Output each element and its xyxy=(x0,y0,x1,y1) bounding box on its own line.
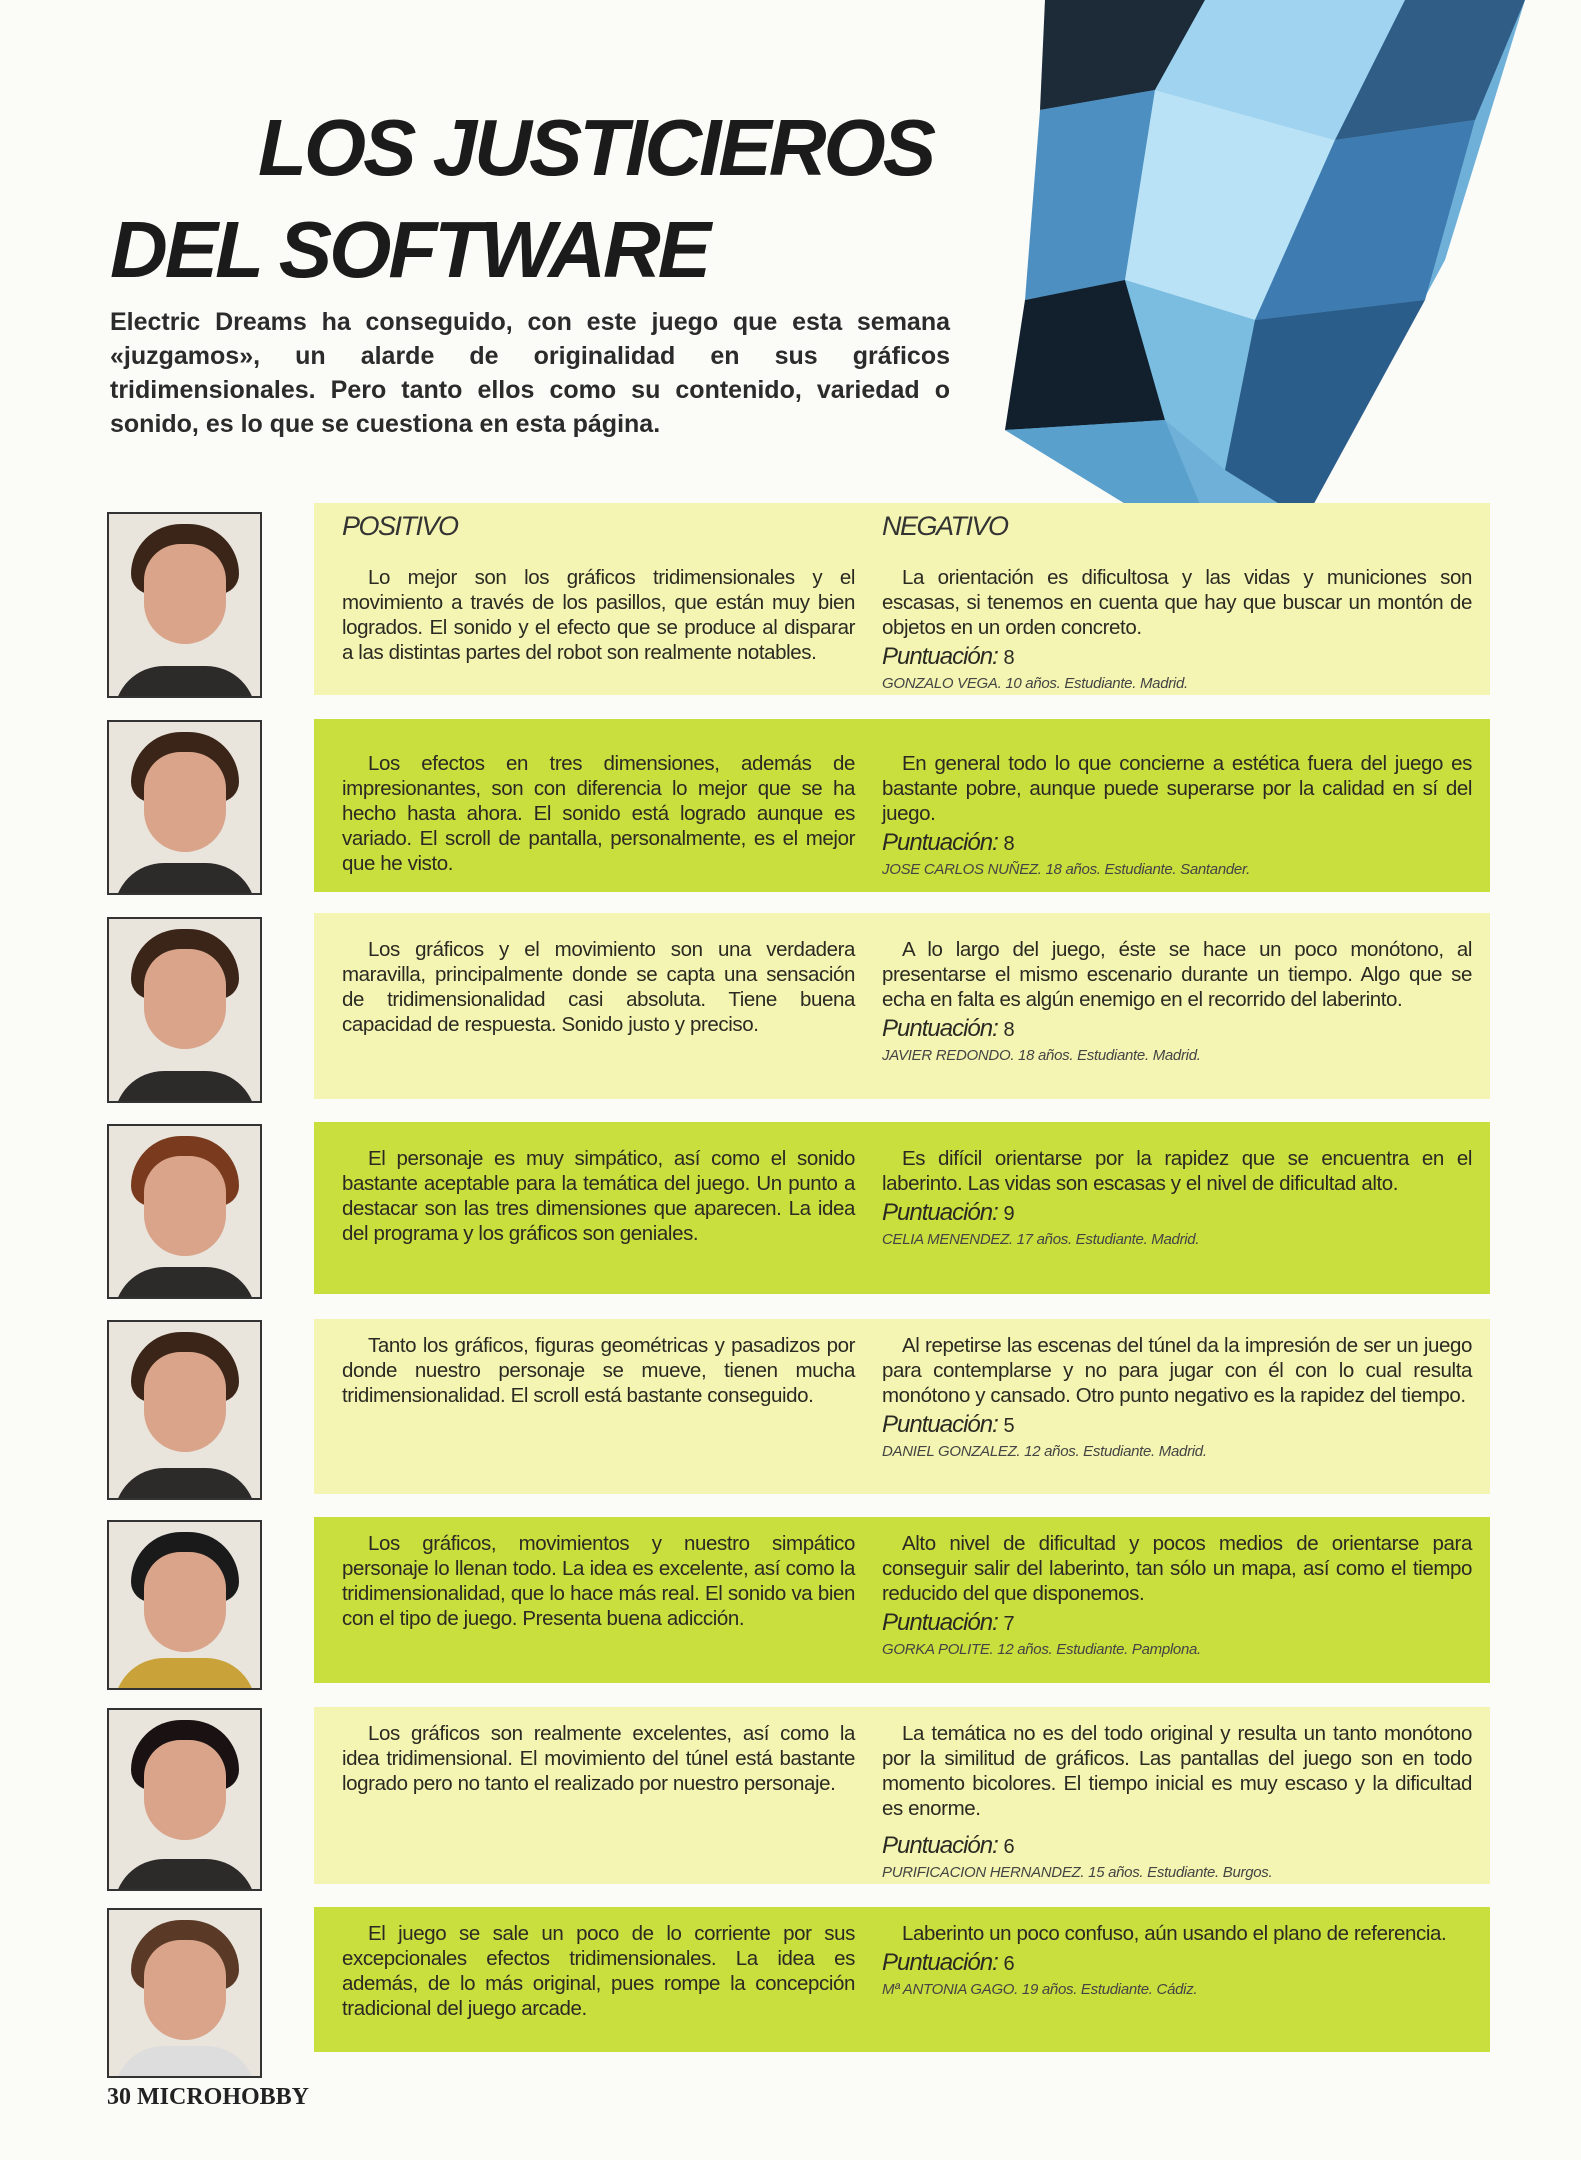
score-label: Puntuación: xyxy=(882,1832,998,1859)
reviewer-photo xyxy=(107,512,262,698)
review-row-1 xyxy=(314,503,1490,695)
negative-text: Al repetirse las escenas del túnel da la impresión de ser un juego para contemplarse y no para jugar con él con lo cual resulta monótono y cansado. Otro punto negativo es la rapidez del tiempo. xyxy=(882,1334,1472,1407)
intro-paragraph: Electric Dreams ha conseguido, con este juego que esta semana «juzgamos», un alarde de originalidad en sus gráficos tridimensionales. Pero tanto ellos como su contenido, variedad o sonido, es lo que se cuestiona en esta página. xyxy=(110,308,950,438)
negative-header: NEGATIVO xyxy=(882,511,1008,541)
negative-block xyxy=(882,1333,1472,1464)
negative-block xyxy=(882,937,1472,1068)
negative-text: La temática no es del todo original y resulta un tanto monótono por la similitud de gráficos. Las pantallas del juego son en todo momento bicolores. El tiempo inicial es muy escaso y la dificultad es enorme. xyxy=(882,1722,1472,1820)
score xyxy=(882,830,1472,857)
reviewer-name: JOSE CARLOS NUÑEZ. 18 años. Estudiante. Santander. xyxy=(882,861,1250,878)
score-value: 6 xyxy=(1003,1953,1014,1975)
review-row-8 xyxy=(314,1907,1490,2052)
reviewer-photo xyxy=(107,720,262,895)
negative-block xyxy=(882,1531,1472,1662)
reviewer-name: DANIEL GONZALEZ. 12 años. Estudiante. Madrid. xyxy=(882,1443,1207,1460)
review-row-3 xyxy=(314,913,1490,1099)
negative-text: Es difícil orientarse por la rapidez que se encuentra en el laberinto. Las vidas son escasas y el nivel de dificultad alto. xyxy=(882,1147,1472,1195)
score xyxy=(882,1200,1472,1227)
reviewer-name: GORKA POLITE. 12 años. Estudiante. Pamplona. xyxy=(882,1641,1201,1658)
negative-block xyxy=(882,751,1472,882)
negative-block xyxy=(882,1921,1472,2002)
positive-text: Los gráficos y el movimiento son una verdadera maravilla, principalmente donde se capta una sensación de tridimensionalidad casi absoluta. Tiene buena capacidad de respuesta. Sonido justo y preciso. xyxy=(342,938,855,1036)
score xyxy=(882,1833,1472,1860)
crystal-illustration xyxy=(1005,0,1535,570)
review-row-4 xyxy=(314,1122,1490,1294)
reviewer-name: CELIA MENENDEZ. 17 años. Estudiante. Madrid. xyxy=(882,1231,1200,1248)
negative-text: Laberinto un poco confuso, aún usando el plano de referencia. xyxy=(902,1922,1447,1945)
score-label: Puntuación: xyxy=(882,1609,998,1636)
negative-block xyxy=(882,1721,1472,1885)
negative-block xyxy=(882,565,1472,696)
reviewer-photo xyxy=(107,1520,262,1690)
negative-text: Alto nivel de dificultad y pocos medios de orientarse para conseguir salir del laberinto, tan sólo un mapa, así como el tiempo reducido del que disponemos. xyxy=(882,1532,1472,1605)
positive-text: Los gráficos son realmente excelentes, así como la idea tridimensional. El movimiento del túnel está bastante logrado pero no tanto el realizado por nuestro personaje. xyxy=(342,1722,855,1795)
score xyxy=(882,1950,1472,1977)
score-value: 8 xyxy=(1003,833,1014,855)
score-label: Puntuación: xyxy=(882,1411,998,1438)
negative-text: En general todo lo que concierne a estética fuera del juego es bastante pobre, aunque puede superarse por la calidad en sí del juego. xyxy=(882,752,1472,825)
review-row-2 xyxy=(314,719,1490,892)
headline-line-1: LOS JUSTICIEROS xyxy=(258,103,934,192)
score-label: Puntuación: xyxy=(882,1015,998,1042)
review-row-5 xyxy=(314,1319,1490,1494)
score-value: 5 xyxy=(1003,1415,1014,1437)
reviewer-name: PURIFICACION HERNANDEZ. 15 años. Estudiante. Burgos. xyxy=(882,1864,1273,1881)
score xyxy=(882,1412,1472,1439)
positive-text: Tanto los gráficos, figuras geométricas y pasadizos por donde nuestro personaje se mueve, tienen mucha tridimensionalidad. El scroll está bastante conseguido. xyxy=(342,1334,855,1407)
score-value: 8 xyxy=(1003,1019,1014,1041)
reviewer-name: Mª ANTONIA GAGO. 19 años. Estudiante. Cádiz. xyxy=(882,1981,1198,1998)
review-row-7 xyxy=(314,1707,1490,1884)
headline-line-2: DEL SOFTWARE xyxy=(110,205,709,294)
review-row-6 xyxy=(314,1517,1490,1683)
positive-text: Los efectos en tres dimensiones, además de impresionantes, son con diferencia lo mejor que se ha hecho hasta ahora. El sonido está logrado aunque es variado. El scroll de pantalla, personalmente, es el mejor que he visto. xyxy=(342,752,855,875)
score-value: 7 xyxy=(1003,1613,1014,1635)
positive-header: POSITIVO xyxy=(342,511,458,541)
score-label: Puntuación: xyxy=(882,1199,998,1226)
negative-block xyxy=(882,1146,1472,1252)
score xyxy=(882,644,1472,671)
reviewer-name: GONZALO VEGA. 10 años. Estudiante. Madrid. xyxy=(882,675,1188,692)
reviewer-photo xyxy=(107,1124,262,1299)
page-footer: 30 MICROHOBBY xyxy=(107,2084,310,2110)
reviewer-photo xyxy=(107,1320,262,1500)
score-label: Puntuación: xyxy=(882,829,998,856)
negative-text: La orientación es dificultosa y las vidas y municiones son escasas, si tenemos en cuenta que hay que buscar un montón de objetos en un orden concreto. xyxy=(882,566,1472,639)
reviewer-photo xyxy=(107,917,262,1103)
score xyxy=(882,1016,1472,1043)
score xyxy=(882,1610,1472,1637)
score-label: Puntuación: xyxy=(882,1949,998,1976)
positive-text: El juego se sale un poco de lo corriente por sus excepcionales efectos tridimensionales. La idea es además, de lo más original, pues rompe la concepción tradicional del juego arcade. xyxy=(342,1922,855,2020)
score-value: 6 xyxy=(1003,1836,1014,1858)
score-label: Puntuación: xyxy=(882,643,998,670)
reviewer-photo xyxy=(107,1908,262,2078)
positive-text: Lo mejor son los gráficos tridimensionales y el movimiento a través de los pasillos, que están muy bien logrados. El sonido y el efecto que se produce al disparar a las distintas partes del robot son realmente notables. xyxy=(342,566,855,664)
reviewer-name: JAVIER REDONDO. 18 años. Estudiante. Madrid. xyxy=(882,1047,1201,1064)
negative-text: A lo largo del juego, éste se hace un poco monótono, al presentarse el mismo escenario durante un tiempo. Algo que se echa en falta es algún enemigo en el recorrido del laberinto. xyxy=(882,938,1472,1011)
score-value: 9 xyxy=(1003,1203,1014,1225)
positive-text: El personaje es muy simpático, así como el sonido bastante aceptable para la temática del juego. Un punto a destacar son las tres dimensiones que aparecen. La idea del programa y los gráficos son geniales. xyxy=(342,1147,855,1245)
positive-text: Los gráficos, movimientos y nuestro simpático personaje lo llenan todo. La idea es excelente, así como la tridimensionalidad, que lo hace más real. El sonido va bien con el tipo de juego. Presenta buena adicción. xyxy=(342,1532,855,1630)
score-value: 8 xyxy=(1003,647,1014,669)
reviewer-photo xyxy=(107,1708,262,1891)
